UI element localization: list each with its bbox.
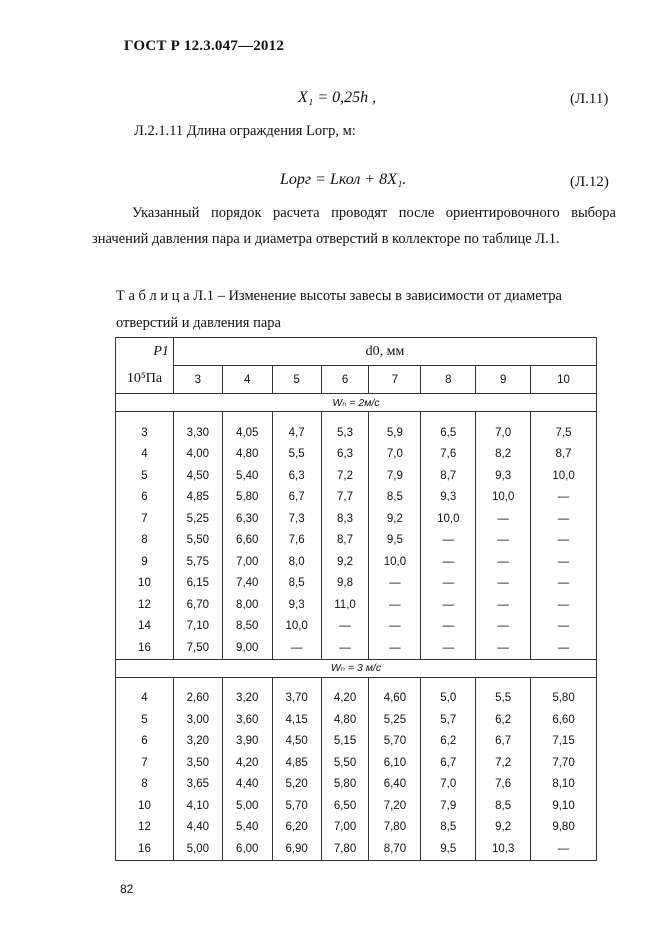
- value-cell: 9,5: [369, 530, 421, 552]
- value-cell: 5,3: [321, 422, 369, 444]
- diameter-header: 8: [421, 366, 476, 394]
- value-cell: 5,5: [272, 444, 321, 466]
- table-row: [116, 465, 597, 487]
- value-cell: 3,00: [173, 709, 222, 731]
- diameter-header: 3: [173, 366, 222, 394]
- value-cell: 8,7: [531, 444, 597, 466]
- pressure-cell: 6: [116, 487, 174, 509]
- equation-number-l12: (Л.12): [570, 174, 609, 190]
- value-cell: 8,5: [272, 573, 321, 595]
- value-cell: —: [421, 594, 476, 616]
- value-cell: 6,15: [173, 573, 222, 595]
- value-cell: 4,40: [222, 774, 272, 796]
- value-cell: 3,20: [173, 731, 222, 753]
- value-cell: 9,3: [421, 487, 476, 509]
- value-cell: 3,65: [173, 774, 222, 796]
- value-cell: 6,7: [421, 752, 476, 774]
- value-cell: 7,0: [421, 774, 476, 796]
- diameter-header: 10: [531, 366, 597, 394]
- equation-number-l11: (Л.11): [570, 91, 609, 107]
- value-cell: 9,2: [369, 508, 421, 530]
- value-cell: 9,8: [321, 573, 369, 595]
- section-title: Wₙ = 2м/с: [116, 394, 597, 412]
- value-cell: 6,2: [476, 709, 531, 731]
- value-cell: 5,00: [173, 838, 222, 860]
- value-cell: 7,2: [321, 465, 369, 487]
- diameter-header: 6: [321, 366, 369, 394]
- pressure-cell: 16: [116, 838, 174, 860]
- formula-l12: Lорг = Lкол + 8X₁.: [280, 171, 407, 188]
- pressure-cell: 8: [116, 530, 174, 552]
- value-cell: 8,10: [531, 774, 597, 796]
- pressure-cell: 12: [116, 594, 174, 616]
- value-cell: 7,6: [272, 530, 321, 552]
- pressure-cell: 10: [116, 573, 174, 595]
- value-cell: —: [421, 637, 476, 659]
- value-cell: 4,85: [173, 487, 222, 509]
- value-cell: —: [421, 573, 476, 595]
- value-cell: 9,3: [272, 594, 321, 616]
- value-cell: 10,0: [421, 508, 476, 530]
- value-cell: 7,9: [369, 465, 421, 487]
- table-row: [116, 530, 597, 552]
- value-cell: 5,40: [222, 465, 272, 487]
- value-cell: 6,30: [222, 508, 272, 530]
- value-cell: 7,10: [173, 616, 222, 638]
- table-row: [116, 551, 597, 573]
- value-cell: 10,0: [476, 487, 531, 509]
- value-cell: —: [321, 637, 369, 659]
- value-cell: 9,2: [476, 817, 531, 839]
- table-row: [116, 752, 597, 774]
- value-cell: 8,70: [369, 838, 421, 860]
- value-cell: 4,50: [272, 731, 321, 753]
- table-row: [116, 709, 597, 731]
- value-cell: 3,20: [222, 688, 272, 710]
- value-cell: 3,50: [173, 752, 222, 774]
- value-cell: 6,90: [272, 838, 321, 860]
- value-cell: 4,80: [321, 709, 369, 731]
- table-row: [116, 795, 597, 817]
- value-cell: 7,3: [272, 508, 321, 530]
- value-cell: 5,80: [222, 487, 272, 509]
- diameter-header: 9: [476, 366, 531, 394]
- value-cell: —: [369, 573, 421, 595]
- value-cell: —: [531, 573, 597, 595]
- value-cell: 5,15: [321, 731, 369, 753]
- pressure-cell: 12: [116, 817, 174, 839]
- value-cell: 5,00: [222, 795, 272, 817]
- value-cell: 6,7: [476, 731, 531, 753]
- value-cell: 6,60: [531, 709, 597, 731]
- document-header: ГОСТ Р 12.3.047—2012: [124, 38, 285, 54]
- diameter-header: 5: [272, 366, 321, 394]
- table-row: [116, 774, 597, 796]
- value-cell: 5,50: [173, 530, 222, 552]
- value-cell: —: [531, 508, 597, 530]
- value-cell: 8,0: [272, 551, 321, 573]
- value-cell: 8,00: [222, 594, 272, 616]
- value-cell: 5,5: [476, 688, 531, 710]
- formula-l11: X₁ = 0,25h ,: [298, 89, 377, 106]
- value-cell: 8,5: [421, 817, 476, 839]
- value-cell: 7,00: [222, 551, 272, 573]
- value-cell: 6,00: [222, 838, 272, 860]
- value-cell: 5,70: [272, 795, 321, 817]
- value-cell: —: [476, 637, 531, 659]
- value-cell: 10,0: [531, 465, 597, 487]
- value-cell: 4,15: [272, 709, 321, 731]
- value-cell: 7,9: [421, 795, 476, 817]
- p1-header: P1: [116, 338, 174, 366]
- value-cell: 7,7: [321, 487, 369, 509]
- value-cell: 7,5: [531, 422, 597, 444]
- table-row: [116, 817, 597, 839]
- value-cell: 9,2: [321, 551, 369, 573]
- value-cell: 7,0: [476, 422, 531, 444]
- value-cell: —: [421, 551, 476, 573]
- value-cell: 5,7: [421, 709, 476, 731]
- pressure-cell: 10: [116, 795, 174, 817]
- table-row: [116, 637, 597, 659]
- pressure-cell: 16: [116, 637, 174, 659]
- value-cell: 9,00: [222, 637, 272, 659]
- d0-header: d0, мм: [173, 338, 596, 366]
- pressure-cell: 14: [116, 616, 174, 638]
- diameter-header: 4: [222, 366, 272, 394]
- pressure-cell: 3: [116, 422, 174, 444]
- value-cell: 9,80: [531, 817, 597, 839]
- unit-header: 10⁵Па: [116, 366, 174, 394]
- value-cell: 5,40: [222, 817, 272, 839]
- value-cell: 5,70: [369, 731, 421, 753]
- value-cell: 4,00: [173, 444, 222, 466]
- value-cell: 7,00: [321, 817, 369, 839]
- value-cell: —: [369, 594, 421, 616]
- value-cell: 6,5: [421, 422, 476, 444]
- value-cell: 4,50: [173, 465, 222, 487]
- value-cell: 4,20: [222, 752, 272, 774]
- value-cell: 5,80: [531, 688, 597, 710]
- value-cell: 3,60: [222, 709, 272, 731]
- value-cell: —: [531, 530, 597, 552]
- value-cell: 6,70: [173, 594, 222, 616]
- page-number: 82: [120, 882, 134, 896]
- data-table: [115, 337, 597, 861]
- value-cell: 7,2: [476, 752, 531, 774]
- value-cell: —: [531, 551, 597, 573]
- pressure-cell: 7: [116, 752, 174, 774]
- pressure-cell: 7: [116, 508, 174, 530]
- value-cell: 5,25: [369, 709, 421, 731]
- value-cell: —: [476, 594, 531, 616]
- value-cell: 10,0: [369, 551, 421, 573]
- value-cell: 7,80: [369, 817, 421, 839]
- value-cell: —: [369, 616, 421, 638]
- value-cell: 8,5: [476, 795, 531, 817]
- value-cell: —: [476, 616, 531, 638]
- table-row: [116, 838, 597, 860]
- value-cell: 7,70: [531, 752, 597, 774]
- table-row: [116, 422, 597, 444]
- value-cell: 9,5: [421, 838, 476, 860]
- item-l-2-1-11: Л.2.1.11 Длина ограждения Lогр, м:: [134, 123, 356, 139]
- pressure-cell: 5: [116, 465, 174, 487]
- value-cell: 6,7: [272, 487, 321, 509]
- value-cell: 3,30: [173, 422, 222, 444]
- value-cell: —: [421, 616, 476, 638]
- value-cell: 7,80: [321, 838, 369, 860]
- diameter-header: 7: [369, 366, 421, 394]
- table-row: [116, 594, 597, 616]
- table-row: [116, 688, 597, 710]
- value-cell: 4,7: [272, 422, 321, 444]
- value-cell: 6,10: [369, 752, 421, 774]
- value-cell: 4,20: [321, 688, 369, 710]
- value-cell: —: [369, 637, 421, 659]
- value-cell: 6,3: [272, 465, 321, 487]
- pressure-cell: 4: [116, 688, 174, 710]
- pressure-cell: 4: [116, 444, 174, 466]
- table-row: [116, 508, 597, 530]
- value-cell: 8,7: [421, 465, 476, 487]
- value-cell: —: [531, 838, 597, 860]
- table-row: [116, 573, 597, 595]
- value-cell: 7,0: [369, 444, 421, 466]
- value-cell: 7,40: [222, 573, 272, 595]
- table-row: [116, 616, 597, 638]
- value-cell: 8,2: [476, 444, 531, 466]
- pressure-cell: 8: [116, 774, 174, 796]
- value-cell: 3,90: [222, 731, 272, 753]
- value-cell: 7,50: [173, 637, 222, 659]
- value-cell: 7,15: [531, 731, 597, 753]
- paragraph-text: Указанный порядок расчета проводят после ориентировочного выбора значений давления пара и диаметра отверстий в коллекторе по таблице Л.1.: [92, 205, 616, 247]
- table-row: [116, 487, 597, 509]
- value-cell: 11,0: [321, 594, 369, 616]
- value-cell: 10,0: [272, 616, 321, 638]
- value-cell: —: [272, 637, 321, 659]
- value-cell: 5,0: [421, 688, 476, 710]
- value-cell: 5,50: [321, 752, 369, 774]
- value-cell: 4,10: [173, 795, 222, 817]
- value-cell: 8,3: [321, 508, 369, 530]
- value-cell: 6,3: [321, 444, 369, 466]
- table-caption: Т а б л и ц а Л.1 – Изменение высоты завесы в зависимости от диаметра отверстий и давления пара: [116, 288, 562, 331]
- value-cell: 7,6: [476, 774, 531, 796]
- value-cell: —: [531, 487, 597, 509]
- value-cell: —: [531, 594, 597, 616]
- value-cell: 9,3: [476, 465, 531, 487]
- value-cell: 6,50: [321, 795, 369, 817]
- value-cell: 5,9: [369, 422, 421, 444]
- value-cell: 6,20: [272, 817, 321, 839]
- pressure-cell: 6: [116, 731, 174, 753]
- value-cell: 7,6: [421, 444, 476, 466]
- value-cell: 7,20: [369, 795, 421, 817]
- value-cell: 4,85: [272, 752, 321, 774]
- value-cell: —: [321, 616, 369, 638]
- value-cell: 5,25: [173, 508, 222, 530]
- value-cell: —: [476, 551, 531, 573]
- pressure-cell: 5: [116, 709, 174, 731]
- value-cell: 3,70: [272, 688, 321, 710]
- section-title: Wₙ = 3 м/с: [116, 659, 597, 677]
- value-cell: 5,20: [272, 774, 321, 796]
- value-cell: 5,80: [321, 774, 369, 796]
- value-cell: 6,40: [369, 774, 421, 796]
- value-cell: 8,7: [321, 530, 369, 552]
- value-cell: 2,60: [173, 688, 222, 710]
- value-cell: 4,60: [369, 688, 421, 710]
- value-cell: —: [531, 637, 597, 659]
- value-cell: 8,50: [222, 616, 272, 638]
- value-cell: 9,10: [531, 795, 597, 817]
- value-cell: —: [476, 530, 531, 552]
- value-cell: 6,60: [222, 530, 272, 552]
- value-cell: 4,05: [222, 422, 272, 444]
- value-cell: —: [531, 616, 597, 638]
- table-row: [116, 444, 597, 466]
- value-cell: 5,75: [173, 551, 222, 573]
- value-cell: 4,40: [173, 817, 222, 839]
- value-cell: —: [476, 508, 531, 530]
- value-cell: 6,2: [421, 731, 476, 753]
- table-row: [116, 731, 597, 753]
- value-cell: 8,5: [369, 487, 421, 509]
- value-cell: 10,3: [476, 838, 531, 860]
- value-cell: —: [476, 573, 531, 595]
- pressure-cell: 9: [116, 551, 174, 573]
- value-cell: —: [421, 530, 476, 552]
- value-cell: 4,80: [222, 444, 272, 466]
